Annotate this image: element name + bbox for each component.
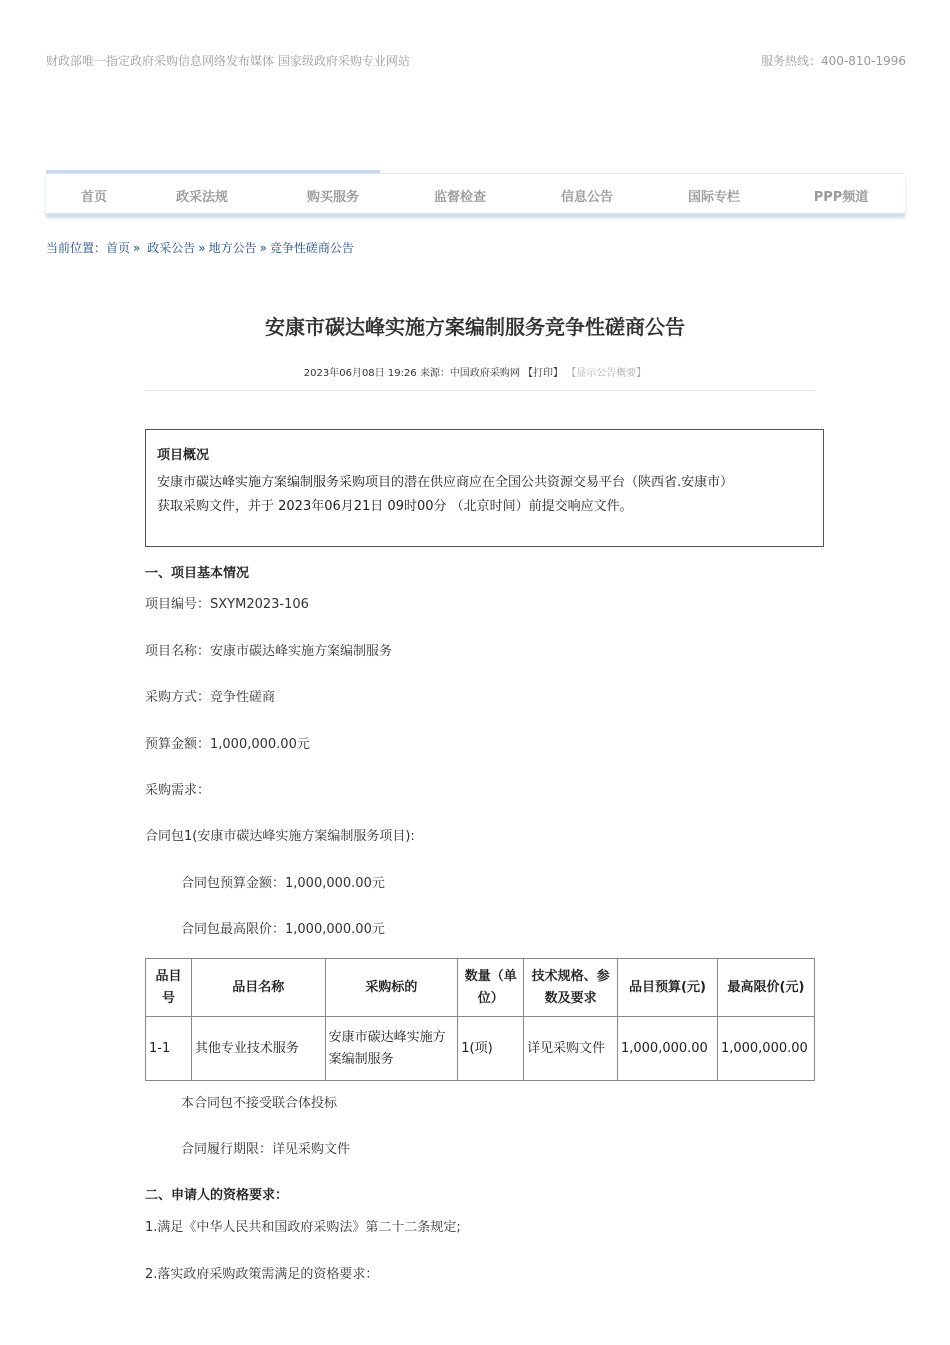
table-row bbox=[146, 1017, 815, 1081]
project-overview-box bbox=[145, 429, 824, 547]
article-source: 来源：中国政府采购网 bbox=[419, 368, 520, 379]
qualification-item-1: 1.满足《中华人民共和国政府采购法》第二十二条规定; bbox=[145, 1220, 461, 1235]
page-title: 安康市碳达峰实施方案编制服务竞争性磋商公告 bbox=[265, 315, 685, 339]
article-meta bbox=[0, 364, 950, 379]
site-slogan: 财政部唯一指定政府采购信息网络发布媒体 国家级政府采购专业网站 bbox=[46, 54, 410, 68]
show-summary-link[interactable]: 【显示公告概要】 bbox=[566, 368, 647, 379]
nav-item-announcements[interactable]: 信息公告 bbox=[560, 190, 613, 205]
nav-item-purchase-services[interactable]: 购买服务 bbox=[306, 190, 359, 205]
procurement-method: 采购方式：竞争性磋商 bbox=[145, 690, 276, 705]
table-cell: 1-1 bbox=[146, 1017, 192, 1081]
overview-heading: 项目概况 bbox=[157, 448, 210, 463]
breadcrumb-sep: » bbox=[259, 241, 267, 255]
table-header-row bbox=[146, 959, 815, 1017]
package-max-price: 合同包最高限价：1,000,000.00元 bbox=[181, 922, 385, 937]
qualification-item-2: 2.落实政府采购政策需满足的资格要求： bbox=[145, 1267, 379, 1282]
print-link[interactable]: 【打印】 bbox=[523, 368, 564, 379]
project-name: 项目名称：安康市碳达峰实施方案编制服务 bbox=[145, 644, 393, 659]
table-cell: 安康市碳达峰实施方案编制服务 bbox=[325, 1017, 458, 1081]
procurement-requirement: 采购需求： bbox=[145, 783, 211, 798]
table-header: 品目预算(元) bbox=[617, 959, 717, 1017]
table-cell: 1,000,000.00 bbox=[717, 1017, 814, 1081]
items-table bbox=[145, 958, 815, 1081]
overview-line-2: 获取采购文件，并于 2023年06月21日 09时00分 （北京时间）前提交响应文件。 bbox=[157, 499, 633, 514]
breadcrumb-consultation-notices[interactable]: 竞争性磋商公告 bbox=[269, 241, 354, 255]
divider bbox=[145, 390, 815, 391]
no-consortium-note: 本合同包不接受联合体投标 bbox=[181, 1096, 338, 1111]
table-cell: 详见采购文件 bbox=[524, 1017, 618, 1081]
breadcrumb-notices[interactable]: 政采公告 bbox=[147, 241, 196, 255]
table-header: 数量（单位） bbox=[458, 959, 524, 1017]
project-number: 项目编号：SXYM2023-106 bbox=[145, 597, 309, 612]
table-header: 技术规格、参数及要求 bbox=[524, 959, 618, 1017]
nav-item-home[interactable]: 首页 bbox=[80, 190, 107, 205]
section-1-heading: 一、项目基本情况 bbox=[145, 566, 250, 581]
breadcrumb-home[interactable]: 首页 bbox=[106, 241, 131, 255]
service-hotline: 服务热线：400-810-1996 bbox=[760, 54, 906, 68]
contract-package: 合同包1(安康市碳达峰实施方案编制服务项目): bbox=[145, 829, 415, 844]
breadcrumb bbox=[46, 239, 354, 256]
contract-term: 合同履行期限：详见采购文件 bbox=[181, 1142, 351, 1157]
nav-item-international[interactable]: 国际专栏 bbox=[687, 190, 740, 205]
section-2-heading: 二、申请人的资格要求： bbox=[145, 1188, 289, 1203]
table-header: 品目号 bbox=[146, 959, 192, 1017]
table-header: 采购标的 bbox=[325, 959, 458, 1017]
table-cell: 1(项) bbox=[458, 1017, 524, 1081]
breadcrumb-sep: » bbox=[133, 241, 141, 255]
top-info-bar bbox=[46, 52, 906, 70]
nav-item-supervision[interactable]: 监督检查 bbox=[433, 190, 486, 205]
nav-item-regulations[interactable]: 政采法规 bbox=[175, 190, 228, 205]
overview-line-1: 安康市碳达峰实施方案编制服务采购项目的潜在供应商应在全国公共资源交易平台（陕西省.安康市） bbox=[157, 475, 734, 490]
nav-item-ppp[interactable]: PPP频道 bbox=[813, 190, 869, 205]
breadcrumb-sep: » bbox=[198, 241, 206, 255]
table-header: 品目名称 bbox=[191, 959, 325, 1017]
publish-date: 2023年06月08日 19:26 bbox=[303, 368, 417, 379]
table-cell: 1,000,000.00 bbox=[617, 1017, 717, 1081]
main-nav bbox=[46, 173, 905, 215]
breadcrumb-local-notices[interactable]: 地方公告 bbox=[208, 241, 257, 255]
table-cell: 其他专业技术服务 bbox=[191, 1017, 325, 1081]
breadcrumb-label: 当前位置： bbox=[46, 241, 107, 255]
table-header: 最高限价(元) bbox=[717, 959, 814, 1017]
budget-amount: 预算金额：1,000,000.00元 bbox=[145, 737, 310, 752]
package-budget: 合同包预算金额：1,000,000.00元 bbox=[181, 876, 385, 891]
